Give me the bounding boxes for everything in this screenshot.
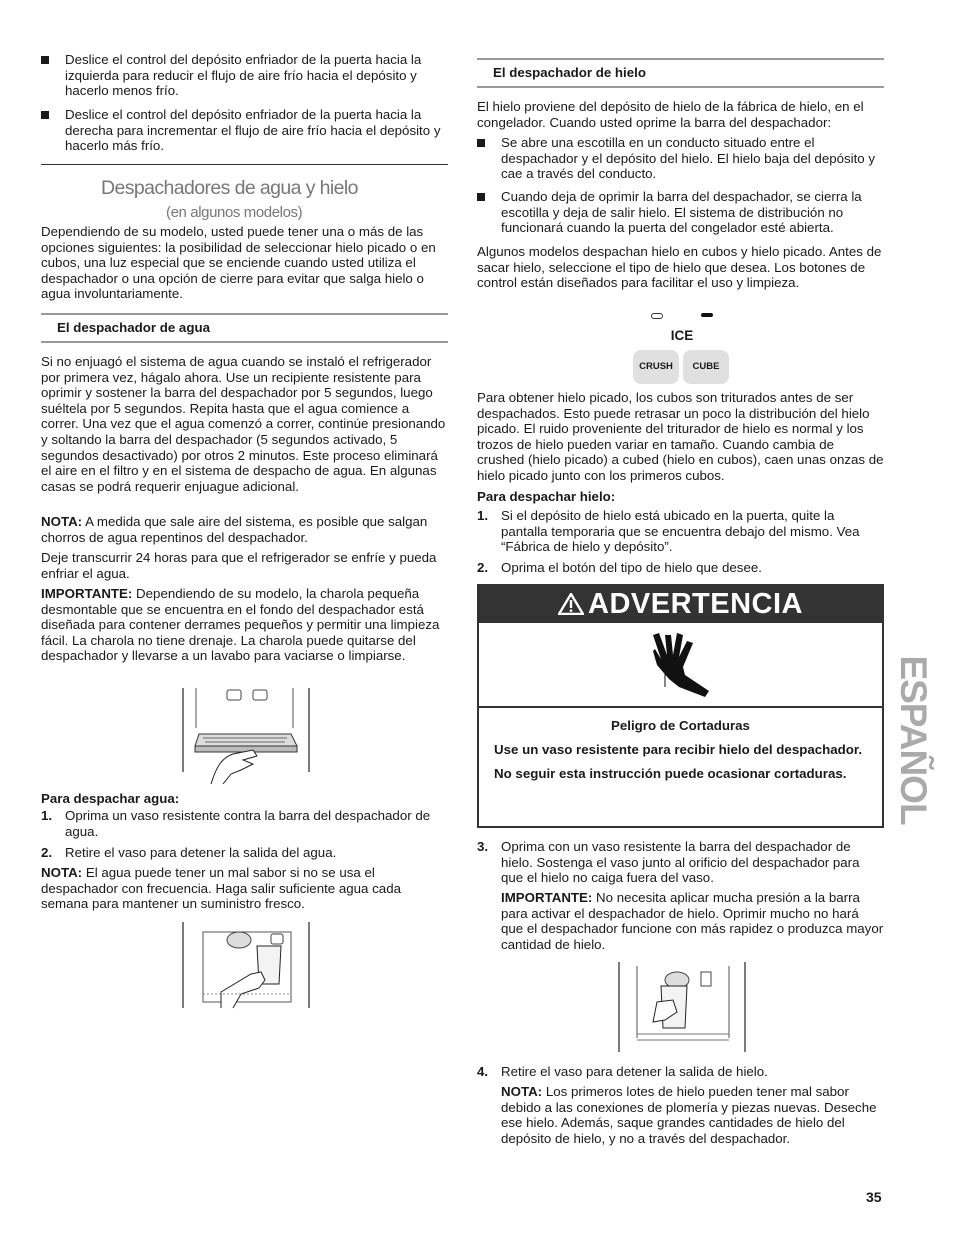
dispense-water-heading: Para despachar agua: [41,791,180,806]
ice-label: ICE [670,328,694,343]
step-number: 4. [477,1064,489,1079]
list-item [477,560,884,576]
bullet-icon [477,193,485,201]
list-item [41,52,448,99]
warning-icon-area [479,623,882,708]
note-text: El agua puede tener un mal sabor si no se usa el despachador con frecuencia. Haga salir suficiente agua cada semana para mantener un suministro fresco. [41,865,401,912]
heading-text: El despachador de agua [57,320,210,335]
important-label: IMPORTANTE: [501,890,593,905]
list-item [477,135,884,182]
crushed-ice-paragraph: Para obtener hielo picado, los cubos son triturados antes de ser despachados. Esto puede retrasar un poco la distribución del hielo picado. El ruido proveniente del triturador de hielo es normal y los trozos de hielo pueden variar en tamaño. Cuando cambia de crushed (hielo picado) a cubed (hielo en cubos), caen unas onzas de hielo picado junto con los primeros cubos. [477,390,884,483]
list-item [41,808,448,839]
step-number: 1. [477,508,489,523]
note-paragraph [41,865,448,912]
water-dispenser-heading [41,313,448,343]
list-item [477,508,884,555]
step-text: Oprima con un vaso resistente la barra del despachador de hielo. Sostenga el vaso junto al orificio del despachador para que el hielo no caiga fuera del vaso. [501,839,860,886]
note-label: NOTA: [41,865,83,880]
water-dispensing-illustration [181,922,311,1010]
step-number: 3. [477,839,489,854]
ice-types-paragraph: Algunos modelos despachan hielo en cubos y hielo picado. Antes de sacar hielo, seleccione el tipo de hielo que desea. Los botones de control están diseñados para facilitar el uso y limpieza. [477,244,882,291]
list-item [477,1064,884,1080]
bullet-icon [41,56,49,64]
warning-title: ADVERTENCIA [588,588,803,620]
ice-intro-paragraph: El hielo proviene del depósito de hielo de la fábrica de hielo, en el congelador. Cuando usted oprime la barra del despachador: [477,99,864,130]
note-paragraph [41,514,448,545]
list-item [477,839,884,886]
bullet-text: Se abre una escotilla en un conducto situado entre el despachador y el depósito del hielo. El hielo baja del depósito y cae a través del conducto. [501,135,876,182]
dispense-ice-heading: Para despachar hielo: [477,489,616,504]
step-text: Oprima un vaso resistente contra la barra del despachador de agua. [65,808,431,839]
bullet-icon [477,139,485,147]
intro-paragraph: Dependiendo de su modelo, usted puede tener una o más de las opciones siguientes: la posibilidad de seleccionar hielo picado o en cubos, una luz especial que se enciende cuando usted utiliza el despachador o una opción de cierre para evitar que salga hielo o agua involuntariamente. [41,224,436,302]
step-text: Retire el vaso para detener la salida del agua. [65,845,337,860]
warning-line: Use un vaso resistente para recibir hielo del despachador. [494,741,863,757]
ice-control-panel [627,310,737,390]
language-side-tab [893,650,933,830]
important-text: Dependiendo de su modelo, la charola pequeña desmontable que se encuentra en el fondo del despachador está diseñada para contener derrames pequeños y permitir una limpieza fácil. La charola no tiene drenaje. La charola puede quitarse del despachador y llevarse a un lavabo para vaciarse o limpiarse. [41,586,440,664]
bullet-text: Deslice el control del depósito enfriador de la puerta hacia la izquierda para reducir el flujo de aire frío hacia el depósito y hacerlo menos frío. [65,52,422,99]
step-number: 1. [41,808,53,823]
water-flush-paragraph: Si no enjuagó el sistema de agua cuando se instaló el refrigerador por primera vez, hágalo ahora. Use un recipiente resistente para oprimir y sostener la barra del despachador por 5 segundos, luego suéltela por 5 segundos. Repita hasta que el agua comience a correr. Una vez que el agua comenzó a correr, continúe presionando y soltando la barra del despachador (5 segundos activado, 5 segundos desactivado) por otros 2 minutos. Este proceso eliminará el aire en el filtro y en el sistema de despacho de agua. En algunas casas se podrá requerir enjuague adicional. [41,354,446,494]
warning-line: No seguir esta instrucción puede ocasionar cortaduras. [494,766,847,782]
cube-button[interactable]: CUBE [683,350,729,384]
bullet-icon [41,111,49,119]
note-text: A medida que sale aire del sistema, es posible que salgan chorros de agua repentinos del despachador. [41,514,428,545]
step-text: Oprima el botón del tipo de hielo que desee. [501,560,762,575]
important-paragraph [501,890,884,952]
crush-button[interactable]: CRUSH [633,350,679,384]
step-text: Si el depósito de hielo está ubicado en la puerta, quite la pantalla temporaria que se encuentra debajo del mismo. Vea “Fábrica de hielo y depósito”. [501,508,860,555]
indicator-light-off [651,313,663,319]
ice-dispenser-heading [477,58,884,88]
list-item [41,107,448,154]
note-label: NOTA: [41,514,83,529]
bullet-text: Deslice el control del depósito enfriador de la puerta hacia la derecha para incrementar el flujo de aire frío hacia el depósito y hacerlo más frío. [65,107,441,154]
list-item [477,189,884,236]
drip-tray-illustration [181,688,311,784]
cut-hand-icon [649,631,713,697]
page-number: 35 [866,1189,882,1205]
important-paragraph [41,586,448,664]
heading-text: El despachador de hielo [493,65,646,80]
note-paragraph [501,1084,884,1146]
indicator-light-on [701,313,713,317]
warning-box [477,584,884,828]
warning-text-area [479,718,882,782]
important-text: No necesita aplicar mucha presión a la barra para activar el despachador de hielo. Oprimir mucho no hará que el despachador funcione con más rapidez o produzca mayor cantidad de hielo. [501,890,884,952]
ice-dispensing-illustration [617,962,747,1054]
section-subtitle: (en algunos modelos) [166,204,303,221]
section-title: Despachadores de agua y hielo [101,177,358,199]
important-label: IMPORTANTE: [41,586,133,601]
step-text: Retire el vaso para detener la salida de hielo. [501,1064,768,1079]
note-text: Los primeros lotes de hielo pueden tener mal sabor debido a las conexiones de plomería y piezas nuevas. Deseche ese hielo. Además, saque grandes cantidades de hielo del depósito de hielo, y no a través del despachador. [501,1084,877,1146]
warning-header [479,586,882,623]
step-number: 2. [477,560,489,575]
wait-paragraph: Deje transcurrir 24 horas para que el refrigerador se enfríe y pueda enfriar el agua. [41,550,437,581]
warning-triangle-icon [558,593,584,615]
section-divider [41,164,448,165]
note-label: NOTA: [501,1084,543,1099]
language-label: ESPAÑOL [893,655,934,825]
step-number: 2. [41,845,53,860]
list-item [41,845,448,861]
hazard-title: Peligro de Cortaduras [611,718,750,733]
bullet-text: Cuando deja de oprimir la barra del despachador, se cierra la escotilla y deja de salir hielo. El sistema de distribución no funcionará cuando la puerta del congelador esté abierta. [501,189,862,236]
